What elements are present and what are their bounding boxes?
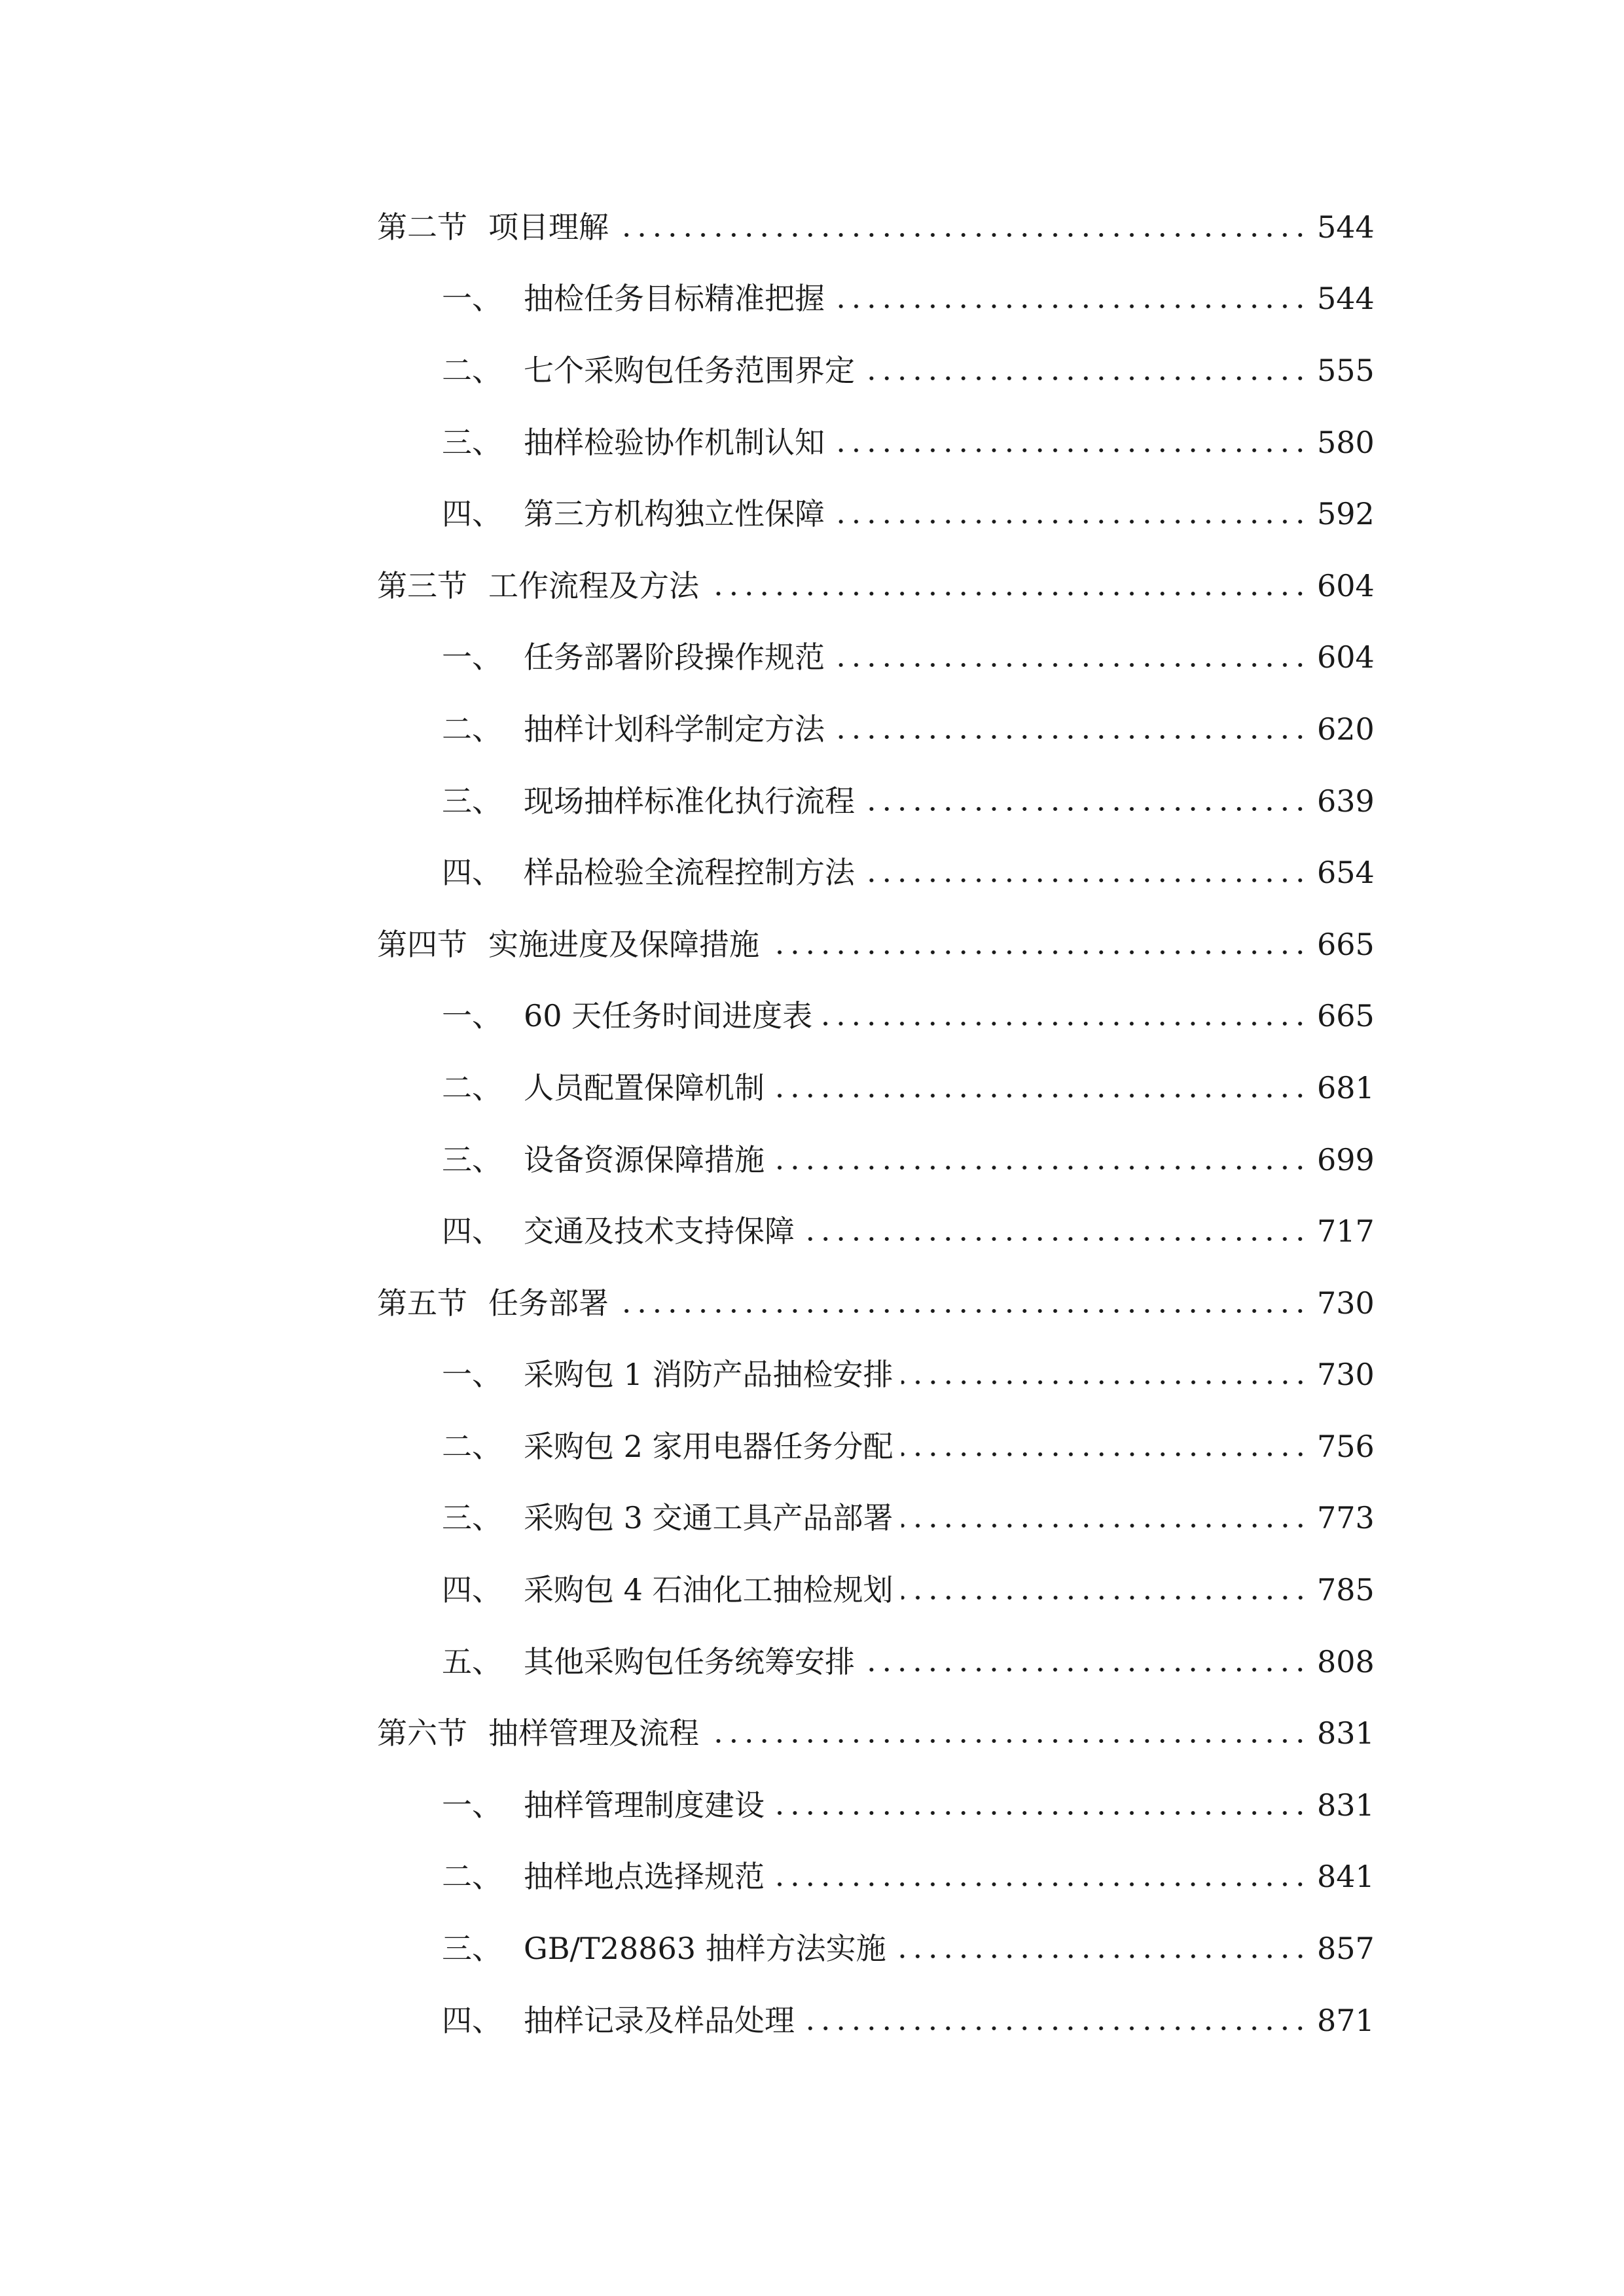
toc-entry-number: 一、 [442, 998, 502, 1034]
dot-leader [863, 372, 1308, 385]
dot-leader [803, 1232, 1308, 1246]
toc-subsection-row[interactable] [377, 1984, 1375, 2056]
toc-entry-number: 第五节 [377, 1285, 467, 1321]
toc-entry-title: 60 天任务时间进度表 [524, 998, 813, 1034]
toc-page-number: 857 [1317, 1931, 1375, 1967]
dot-leader [863, 1663, 1308, 1676]
toc-subsection-row[interactable] [377, 622, 1375, 694]
toc-section-row[interactable] [377, 1697, 1375, 1769]
toc-entry-number: 第三节 [377, 567, 467, 603]
toc-entry-title: 项目理解 [488, 209, 609, 245]
dot-leader [833, 515, 1308, 528]
toc-entry-number: 二、 [442, 1859, 502, 1895]
toc-page-number: 580 [1317, 424, 1375, 460]
toc-entry-title: 抽样记录及样品处理 [524, 2002, 795, 2038]
dot-leader [772, 1089, 1308, 1102]
toc-page-number: 756 [1317, 1428, 1375, 1464]
dot-leader [707, 1734, 1308, 1748]
toc-entry-title: 实施进度及保障措施 [488, 926, 759, 962]
table-of-contents [377, 191, 1375, 2056]
toc-entry-title: 抽样地点选择规范 [524, 1859, 765, 1895]
toc-subsection-row[interactable] [377, 1052, 1375, 1124]
toc-page-number: 681 [1317, 1069, 1375, 1105]
dot-leader [767, 946, 1308, 959]
toc-page-number: 544 [1317, 209, 1375, 245]
toc-entry-number: 三、 [442, 1931, 502, 1967]
toc-entry-title: 采购包 2 家用电器任务分配 [524, 1428, 893, 1464]
dot-leader [772, 1161, 1308, 1174]
dot-leader [617, 1304, 1308, 1318]
toc-entry-number: 第二节 [377, 209, 467, 245]
toc-entry-title: GB/T28863 抽样方法实施 [524, 1931, 886, 1967]
dot-leader [833, 300, 1308, 313]
toc-section-row[interactable] [377, 908, 1375, 980]
toc-entry-number: 四、 [442, 855, 502, 891]
toc-entry-number: 四、 [442, 2002, 502, 2038]
toc-page-number: 808 [1317, 1643, 1375, 1679]
toc-subsection-row[interactable] [377, 765, 1375, 837]
toc-subsection-row[interactable] [377, 980, 1375, 1052]
toc-page-number: 654 [1317, 855, 1375, 891]
toc-subsection-row[interactable] [377, 1841, 1375, 1913]
toc-page-number: 785 [1317, 1572, 1375, 1608]
toc-page-number: 871 [1317, 2002, 1375, 2038]
toc-entry-title: 抽样管理制度建设 [524, 1787, 765, 1823]
toc-entry-number: 二、 [442, 1069, 502, 1105]
toc-section-row[interactable] [377, 191, 1375, 263]
dot-leader [833, 658, 1308, 672]
toc-entry-title: 设备资源保障措施 [524, 1141, 765, 1177]
toc-page-number: 730 [1317, 1285, 1375, 1321]
toc-page-number: 841 [1317, 1859, 1375, 1895]
toc-subsection-row[interactable] [377, 478, 1375, 550]
toc-subsection-row[interactable] [377, 1769, 1375, 1841]
toc-entry-title: 样品检验全流程控制方法 [524, 855, 855, 891]
dot-leader [901, 1519, 1308, 1532]
toc-entry-title: 工作流程及方法 [488, 567, 699, 603]
toc-entry-title: 采购包 1 消防产品抽检安排 [524, 1357, 893, 1393]
toc-entry-number: 二、 [442, 1428, 502, 1464]
toc-entry-number: 一、 [442, 1357, 502, 1393]
toc-entry-number: 三、 [442, 1141, 502, 1177]
toc-entry-number: 二、 [442, 352, 502, 388]
toc-page-number: 592 [1317, 496, 1375, 532]
toc-entry-title: 抽样检验协作机制认知 [524, 424, 825, 460]
toc-page-number: 544 [1317, 281, 1375, 317]
dot-leader [772, 1878, 1308, 1891]
toc-entry-number: 四、 [442, 1213, 502, 1249]
toc-entry-title: 七个采购包任务范围界定 [524, 352, 855, 388]
toc-entry-number: 三、 [442, 1500, 502, 1536]
dot-leader [803, 2022, 1308, 2035]
toc-page-number: 639 [1317, 783, 1375, 819]
toc-subsection-row[interactable] [377, 836, 1375, 908]
toc-subsection-row[interactable] [377, 1554, 1375, 1626]
dot-leader [901, 1376, 1308, 1389]
dot-leader [617, 228, 1308, 242]
dot-leader [901, 1448, 1308, 1461]
toc-subsection-row[interactable] [377, 1339, 1375, 1411]
toc-entry-number: 第四节 [377, 926, 467, 962]
toc-subsection-row[interactable] [377, 693, 1375, 765]
toc-subsection-row[interactable] [377, 1195, 1375, 1267]
toc-entry-title: 采购包 4 石油化工抽检规划 [524, 1572, 893, 1608]
toc-page-number: 665 [1317, 926, 1375, 962]
toc-subsection-row[interactable] [377, 263, 1375, 335]
toc-entry-number: 三、 [442, 783, 502, 819]
toc-entry-title: 抽样计划科学制定方法 [524, 711, 825, 747]
toc-subsection-row[interactable] [377, 1124, 1375, 1196]
dot-leader [863, 874, 1308, 887]
toc-page-number: 620 [1317, 711, 1375, 747]
toc-entry-number: 一、 [442, 1787, 502, 1823]
toc-section-row[interactable] [377, 1267, 1375, 1339]
toc-section-row[interactable] [377, 550, 1375, 622]
toc-entry-number: 一、 [442, 281, 502, 317]
toc-page-number: 730 [1317, 1357, 1375, 1393]
dot-leader [833, 444, 1308, 457]
toc-page-number: 831 [1317, 1787, 1375, 1823]
toc-entry-title: 采购包 3 交通工具产品部署 [524, 1500, 893, 1536]
toc-page-number: 665 [1317, 998, 1375, 1034]
toc-page-number: 604 [1317, 639, 1375, 675]
toc-entry-number: 三、 [442, 424, 502, 460]
toc-entry-title: 第三方机构独立性保障 [524, 496, 825, 532]
toc-entry-number: 四、 [442, 1572, 502, 1608]
dot-leader [820, 1017, 1308, 1030]
toc-entry-title: 其他采购包任务统筹安排 [524, 1643, 855, 1679]
toc-subsection-row[interactable] [377, 1482, 1375, 1554]
toc-entry-title: 交通及技术支持保障 [524, 1213, 795, 1249]
toc-page-number: 604 [1317, 567, 1375, 603]
toc-page-number: 831 [1317, 1715, 1375, 1751]
toc-subsection-row[interactable] [377, 1626, 1375, 1698]
toc-entry-title: 人员配置保障机制 [524, 1069, 765, 1105]
toc-subsection-row[interactable] [377, 406, 1375, 478]
toc-entry-number: 五、 [442, 1643, 502, 1679]
dot-leader [707, 587, 1308, 600]
toc-page-number: 717 [1317, 1213, 1375, 1249]
toc-entry-title: 抽样管理及流程 [488, 1715, 699, 1751]
toc-page-number: 699 [1317, 1141, 1375, 1177]
toc-page-number: 555 [1317, 352, 1375, 388]
dot-leader [901, 1591, 1308, 1604]
toc-page-number: 773 [1317, 1500, 1375, 1536]
toc-subsection-row[interactable] [377, 1410, 1375, 1482]
toc-subsection-row[interactable] [377, 1912, 1375, 1984]
dot-leader [833, 730, 1308, 744]
dot-leader [772, 1806, 1308, 1820]
toc-entry-number: 一、 [442, 639, 502, 675]
toc-entry-title: 现场抽样标准化执行流程 [524, 783, 855, 819]
dot-leader [863, 802, 1308, 816]
toc-subsection-row[interactable] [377, 334, 1375, 406]
toc-entry-number: 二、 [442, 711, 502, 747]
toc-entry-number: 第六节 [377, 1715, 467, 1751]
toc-entry-number: 四、 [442, 496, 502, 532]
toc-entry-title: 任务部署 [488, 1285, 609, 1321]
toc-entry-title: 抽检任务目标精准把握 [524, 281, 825, 317]
dot-leader [894, 1950, 1308, 1963]
toc-entry-title: 任务部署阶段操作规范 [524, 639, 825, 675]
